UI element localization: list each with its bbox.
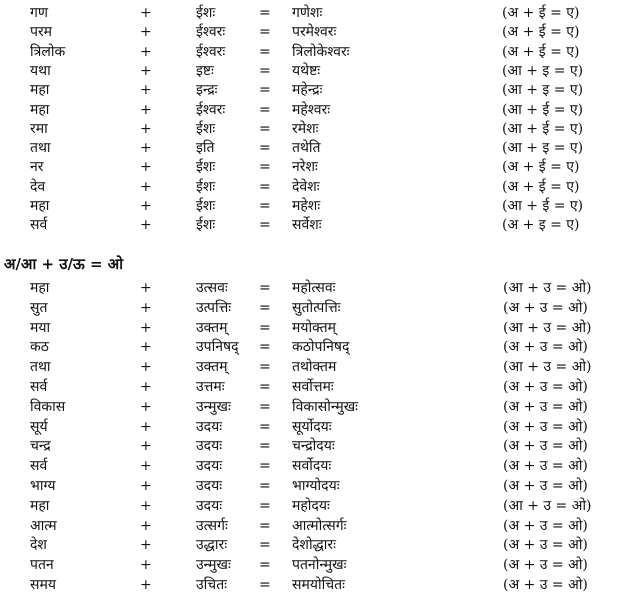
plus-sign: + (140, 497, 152, 514)
first-word: महा (30, 101, 50, 118)
sandhi-row (0, 61, 620, 81)
vowel-rule: (आ + इ = ए) (502, 82, 584, 99)
plus-sign: + (140, 178, 152, 195)
second-word: उदयः (196, 478, 223, 494)
plus-sign: + (140, 299, 152, 316)
vowel-rule: (अ + उ = ओ) (503, 458, 588, 475)
plus-sign: + (140, 577, 152, 593)
first-word: चन्द्र (30, 438, 51, 455)
result-word: नरेशः (292, 159, 318, 176)
sandhi-row (0, 456, 620, 476)
result-word: भाग्योदयः (292, 478, 340, 494)
first-word: मया (30, 319, 51, 336)
vowel-rule: (अ + उ = ओ) (503, 537, 588, 554)
second-word: ईशः (196, 198, 216, 214)
vowel-rule: (अ + उ = ओ) (503, 398, 588, 415)
plus-sign: + (140, 517, 152, 534)
first-word: रमा (30, 120, 48, 137)
vowel-rule: (आ + ई = ए) (502, 120, 584, 137)
sandhi-row (0, 535, 620, 555)
first-word: सुत (30, 299, 48, 316)
equals-sign: = (259, 497, 271, 514)
vowel-rule: (अ + उ = ओ) (503, 478, 588, 494)
equals-sign: = (259, 438, 271, 455)
first-word: आत्म (30, 517, 57, 534)
equals-sign: = (259, 577, 271, 593)
equals-sign: = (259, 319, 271, 336)
first-word: सर्व (30, 458, 48, 475)
result-word: मयोक्तम् (292, 319, 336, 336)
sandhi-row (0, 357, 620, 377)
equals-sign: = (259, 198, 271, 214)
sandhi-row (0, 138, 620, 158)
equals-sign: = (259, 299, 271, 316)
vowel-rule: (अ + उ = ओ) (503, 339, 588, 356)
first-word: नर (30, 159, 44, 176)
first-word: महा (30, 198, 50, 214)
vowel-rule: (अ + उ = ओ) (503, 418, 588, 435)
sandhi-row (0, 100, 620, 120)
result-word: पतनोन्मुखः (292, 557, 347, 574)
vowel-rule: (आ + ई = ए) (502, 198, 584, 214)
result-word: महोदयः (292, 497, 330, 514)
equals-sign: = (259, 557, 271, 574)
plus-sign: + (140, 379, 152, 395)
plus-sign: + (140, 5, 152, 21)
first-word: समय (30, 577, 56, 593)
second-word: उत्तमः (196, 379, 225, 395)
first-word: भाग्य (30, 478, 56, 494)
equals-sign: = (259, 280, 271, 296)
second-word: ईशः (196, 178, 216, 195)
first-word: सर्व (30, 379, 48, 395)
sandhi-row (0, 318, 620, 338)
result-word: सर्वेशः (292, 217, 322, 234)
result-word: महेश्वरः (292, 101, 331, 118)
equals-sign: = (259, 82, 271, 99)
second-word: इष्टः (196, 62, 214, 79)
equals-sign: = (259, 418, 271, 435)
vowel-rule: (आ + इ = ए) (502, 62, 584, 79)
second-word: ईशः (196, 159, 216, 176)
plus-sign: + (140, 339, 152, 356)
first-word: महा (30, 497, 50, 514)
second-word: उत्पत्तिः (196, 299, 232, 316)
plus-sign: + (140, 438, 152, 455)
second-word: उदयः (196, 497, 223, 514)
second-word: उचितः (196, 577, 227, 593)
sandhi-row (0, 3, 620, 23)
equals-sign: = (259, 517, 271, 534)
vowel-rule: (अ + उ = ओ) (503, 379, 588, 395)
first-word: विकास (30, 398, 66, 415)
second-word: उन्मुखः (196, 557, 231, 574)
sandhi-row (0, 377, 620, 397)
result-word: सुतोत्पत्तिः (292, 299, 341, 316)
vowel-rule: (आ + इ = ए) (502, 140, 584, 157)
result-word: गणेशः (292, 5, 323, 21)
first-word: पतन (30, 557, 54, 574)
second-word: उक्तम् (196, 319, 228, 336)
first-word: महा (30, 82, 50, 99)
sandhi-row (0, 298, 620, 318)
plus-sign: + (140, 398, 152, 415)
sandhi-row (0, 417, 620, 437)
plus-sign: + (140, 24, 152, 41)
equals-sign: = (259, 217, 271, 234)
sandhi-row (0, 496, 620, 516)
vowel-rule: (आ + उ = ओ) (503, 280, 592, 296)
first-word: सूर्य (30, 418, 48, 435)
vowel-rule: (अ + ई = ए) (502, 159, 580, 176)
first-word: यथा (30, 62, 51, 79)
first-word: गण (30, 5, 49, 21)
plus-sign: + (140, 319, 152, 336)
sandhi-row (0, 177, 620, 197)
result-word: रमेशः (292, 120, 319, 137)
result-word: सर्वोदयः (292, 458, 332, 475)
plus-sign: + (140, 159, 152, 176)
first-word: त्रिलोक (30, 43, 66, 60)
sandhi-row (0, 278, 620, 298)
second-word: ईशः (196, 5, 216, 21)
plus-sign: + (140, 101, 152, 118)
equals-sign: = (259, 178, 271, 195)
sandhi-row (0, 516, 620, 536)
result-word: देशोद्धारः (292, 537, 336, 554)
result-word: समयोचितः (292, 577, 345, 593)
result-word: कठोपनिषद् (292, 339, 350, 356)
result-word: महोत्सवः (292, 280, 336, 296)
plus-sign: + (140, 217, 152, 234)
equals-sign: = (259, 5, 271, 21)
result-word: तथोक्तम (292, 359, 337, 376)
vowel-rule: (अ + उ = ओ) (503, 577, 588, 593)
result-word: चन्द्रोदयः (292, 438, 335, 455)
result-word: महेन्द्रः (292, 82, 323, 99)
equals-sign: = (259, 24, 271, 41)
sandhi-row (0, 157, 620, 177)
vowel-rule: (अ + ई = ए) (502, 178, 580, 195)
result-word: परमेश्वरः (292, 24, 337, 41)
equals-sign: = (259, 62, 271, 79)
plus-sign: + (140, 43, 152, 60)
equals-sign: = (259, 458, 271, 475)
sandhi-row (0, 436, 620, 456)
sandhi-row (0, 215, 620, 235)
plus-sign: + (140, 120, 152, 137)
equals-sign: = (259, 120, 271, 137)
vowel-rule: (अ + उ = ओ) (503, 557, 588, 574)
equals-sign: = (259, 101, 271, 118)
first-word: सर्व (30, 217, 48, 234)
vowel-rule: (आ + उ = ओ) (503, 497, 592, 514)
equals-sign: = (259, 379, 271, 395)
sandhi-row (0, 42, 620, 62)
result-word: आत्मोत्सर्गः (292, 517, 347, 534)
second-word: उदयः (196, 438, 223, 455)
second-word: इन्द्रः (196, 82, 218, 99)
sandhi-row (0, 476, 620, 496)
result-word: सर्वोत्तमः (292, 379, 334, 395)
result-word: विकासोन्मुखः (292, 398, 358, 415)
second-word: उदयः (196, 418, 223, 435)
equals-sign: = (259, 43, 271, 60)
first-word: परम (30, 24, 53, 41)
equals-sign: = (259, 339, 271, 356)
result-word: त्रिलोकेश्वरः (292, 43, 350, 60)
second-word: ईश्वरः (196, 43, 226, 60)
equals-sign: = (259, 159, 271, 176)
first-word: देश (30, 537, 47, 554)
second-word: उद्धारः (196, 537, 228, 554)
plus-sign: + (140, 198, 152, 214)
first-word: तथा (30, 359, 51, 376)
second-word: ईशः (196, 217, 216, 234)
plus-sign: + (140, 458, 152, 475)
equals-sign: = (259, 398, 271, 415)
plus-sign: + (140, 359, 152, 376)
second-word: ईश्वरः (196, 101, 226, 118)
result-word: यथेष्टः (292, 62, 321, 79)
vowel-rule: (आ + उ = ओ) (503, 319, 592, 336)
sandhi-row (0, 575, 620, 595)
vowel-rule: (अ + इ = ए) (502, 217, 580, 234)
vowel-rule: (अ + ई = ए) (502, 5, 580, 21)
second-word: ईशः (196, 120, 216, 137)
plus-sign: + (140, 537, 152, 554)
equals-sign: = (259, 537, 271, 554)
section-heading-a-u-o: अ/आ + उ/ऊ = ओ (4, 255, 124, 273)
first-word: महा (30, 280, 50, 296)
equals-sign: = (259, 478, 271, 494)
result-word: देवेशः (292, 178, 320, 195)
vowel-rule: (अ + ई = ए) (502, 24, 580, 41)
sandhi-row (0, 337, 620, 357)
plus-sign: + (140, 140, 152, 157)
second-word: उक्तम् (196, 359, 228, 376)
second-word: इति (196, 140, 215, 157)
second-word: उत्सवः (196, 280, 228, 296)
first-word: कठ (30, 339, 49, 356)
plus-sign: + (140, 478, 152, 494)
equals-sign: = (259, 140, 271, 157)
result-word: सूर्योदयः (292, 418, 332, 435)
plus-sign: + (140, 418, 152, 435)
vowel-rule: (आ + ई = ए) (502, 101, 584, 118)
sandhi-row (0, 80, 620, 100)
second-word: उपनिषद् (196, 339, 239, 356)
vowel-rule: (अ + उ = ओ) (503, 299, 588, 316)
second-word: ईश्वरः (196, 24, 226, 41)
sandhi-row (0, 196, 620, 216)
result-word: तथेति (292, 140, 321, 157)
plus-sign: + (140, 280, 152, 296)
second-word: उन्मुखः (196, 398, 231, 415)
sandhi-row (0, 119, 620, 139)
sandhi-row (0, 397, 620, 417)
second-word: उत्सर्गः (196, 517, 228, 534)
plus-sign: + (140, 62, 152, 79)
sandhi-row (0, 555, 620, 575)
vowel-rule: (अ + उ = ओ) (503, 517, 588, 534)
plus-sign: + (140, 557, 152, 574)
second-word: उदयः (196, 458, 223, 475)
first-word: तथा (30, 140, 51, 157)
vowel-rule: (अ + उ = ओ) (503, 438, 588, 455)
plus-sign: + (140, 82, 152, 99)
vowel-rule: (आ + उ = ओ) (503, 359, 592, 376)
equals-sign: = (259, 359, 271, 376)
sandhi-row (0, 22, 620, 42)
first-word: देव (30, 178, 46, 195)
vowel-rule: (अ + ई = ए) (502, 43, 580, 60)
result-word: महेशः (292, 198, 321, 214)
